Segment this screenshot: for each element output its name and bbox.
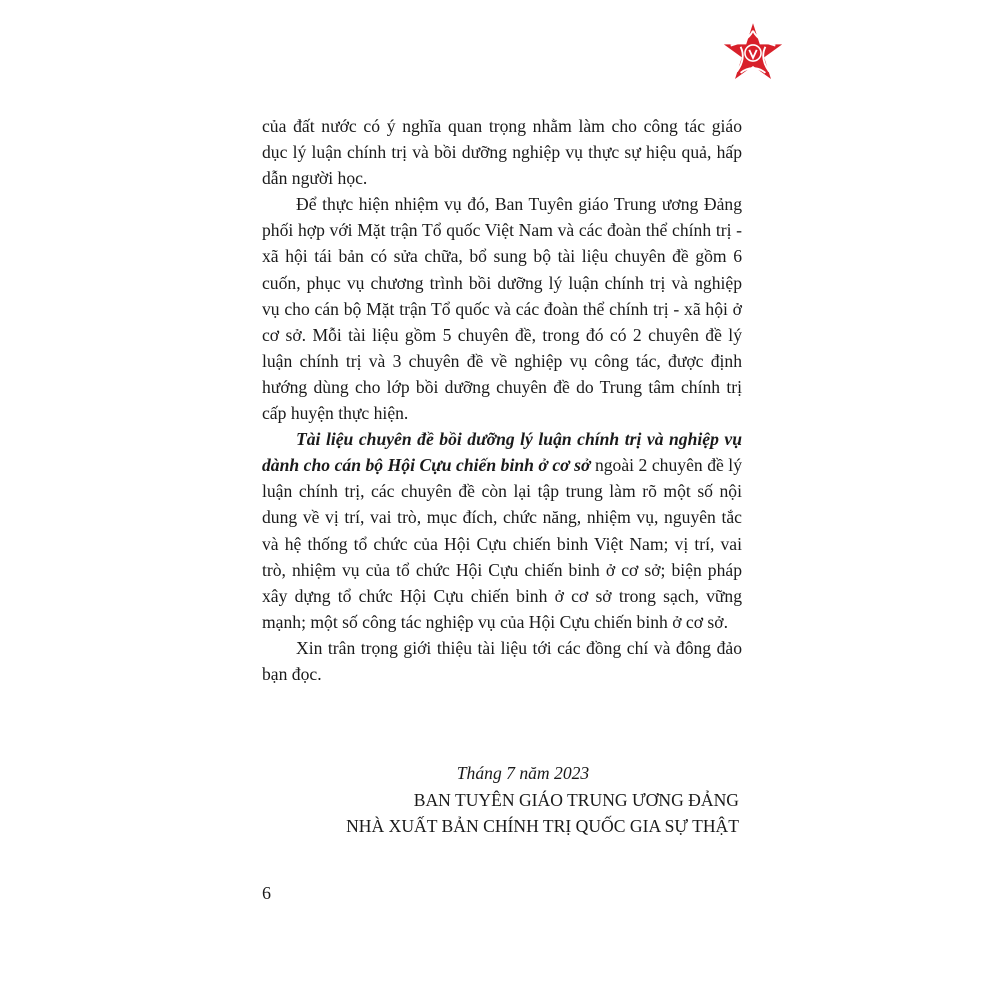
signature-date: Tháng 7 năm 2023 bbox=[456, 763, 590, 783]
signature-organization-2: NHÀ XUẤT BẢN CHÍNH TRỊ QUỐC GIA SỰ THẬT bbox=[346, 816, 739, 836]
preface-text bbox=[262, 113, 742, 687]
page-number: 6 bbox=[262, 883, 271, 903]
signature-organization-1: BAN TUYÊN GIÁO TRUNG ƯƠNG ĐẢNG bbox=[413, 789, 739, 810]
paragraph-2: Để thực hiện nhiệm vụ đó, Ban Tuyên giáo Trung ương Đảng phối hợp với Mặt trận Tổ quốc Việt Nam và các đoàn thể chính trị - xã hội tái bản có sửa chữa, bổ sung bộ tài liệu chuyên đề gồm 6 cuốn, phục vụ chương trình bồi dưỡng lý luận chính trị và nghiệp vụ cho cán bộ Mặt trận Tổ quốc và các đoàn thể chính trị - xã hội ở cơ sở. Mỗi tài liệu gồm 5 chuyên đề, trong đó có 2 chuyên đề lý luận chính trị và 3 chuyên đề về nghiệp vụ công tác, được định hướng dùng cho lớp bồi dưỡng chuyên đề do Trung tâm chính trị cấp huyện thực hiện. bbox=[262, 194, 742, 424]
paragraph-3-text: ngoài 2 chuyên đề lý luận chính trị, các chuyên đề còn lại tập trung làm rõ một số nội dung về vị trí, vai trò, mục đích, chức năng, nhiệm vụ, nguyên tắc và hệ thống tổ chức của Hội Cựu chiến binh Việt Nam; vị trí, vai trò, nhiệm vụ của tổ chức Hội Cựu chiến binh ở cơ sở; biện pháp xây dựng tổ chức Hội Cựu chiến binh ở cơ sở trong sạch, vững mạnh; một số công tác nghiệp vụ của Hội Cựu chiến binh ở cơ sở. bbox=[262, 455, 742, 632]
signature-block bbox=[262, 760, 742, 840]
document-title-emphasis: Tài liệu chuyên đề bồi dưỡng lý luận chính trị và nghiệp vụ dành cho cán bộ Hội Cựu chiến binh ở cơ sở bbox=[262, 429, 742, 476]
paragraph-1: của đất nước có ý nghĩa quan trọng nhằm làm cho công tác giáo dục lý luận chính trị và bồi dưỡng nghiệp vụ thực sự hiệu quả, hấp dẫn người học. bbox=[262, 116, 742, 189]
paragraph-3 bbox=[262, 426, 742, 635]
publisher-logo-icon bbox=[722, 22, 784, 84]
paragraph-4: Xin trân trọng giới thiệu tài liệu tới các đồng chí và đông đảo bạn đọc. bbox=[262, 637, 742, 684]
